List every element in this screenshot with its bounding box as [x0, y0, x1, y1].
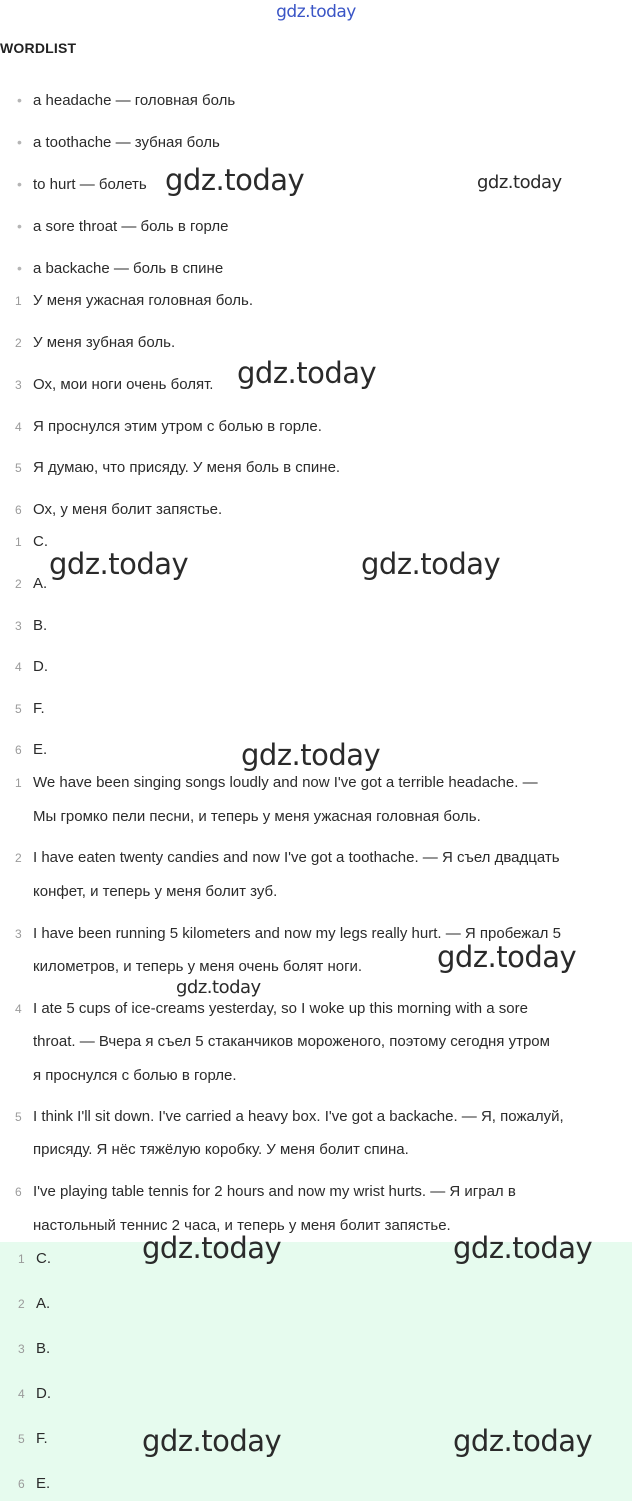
sentence-item: 6 I've playing table tennis for 2 hours and now my wrist hurts. — Я играл в — [15, 1183, 516, 1200]
watermark: gdz.today — [176, 977, 261, 998]
sentence-line: конфет, и теперь у меня болит зуб. — [33, 883, 278, 900]
wordlist-item: • a sore throat — боль в горле — [17, 218, 229, 235]
sentence-line: километров, и теперь у меня очень болят ноги. — [33, 958, 363, 975]
sentence-item: 3 I have been running 5 kilometers and now my legs really hurt. — Я пробежал 5 — [15, 925, 561, 942]
watermark: gdz.today — [477, 172, 562, 193]
answer-block-highlight — [0, 1242, 632, 1501]
answer-item: 4 D. — [15, 658, 48, 675]
watermark: gdz.today — [165, 163, 305, 197]
answer-item: 3 B. — [18, 1340, 51, 1357]
answer-item: 6 E. — [15, 741, 48, 758]
top-watermark: gdz.today — [276, 2, 356, 22]
answer-item: 1 C. — [15, 533, 48, 550]
list-item: 5 Я думаю, что присяду. У меня боль в спине. — [15, 459, 341, 476]
sentence-line: Мы громко пели песни, и теперь у меня ужасная головная боль. — [33, 808, 481, 825]
list-item: 2 У меня зубная боль. — [15, 334, 176, 351]
answer-item: 1 C. — [18, 1250, 51, 1267]
watermark: gdz.today — [237, 356, 377, 390]
sentence-line: настольный теннис 2 часа, и теперь у меня болит запястье. — [33, 1217, 451, 1234]
watermark: gdz.today — [361, 547, 501, 581]
bullet-icon: • — [17, 218, 22, 234]
wordlist-item: • a headache — головная боль — [17, 92, 236, 109]
list-item: 4 Я проснулся этим утром с болью в горле. — [15, 418, 322, 435]
watermark: gdz.today — [142, 1424, 282, 1458]
list-item: 1 У меня ужасная головная боль. — [15, 292, 254, 309]
answer-item: 6 E. — [18, 1475, 51, 1492]
answer-item: 5 F. — [15, 700, 45, 717]
wordlist-item: • a backache — боль в спине — [17, 260, 224, 277]
watermark: gdz.today — [241, 738, 381, 772]
sentence-item: 4 I ate 5 cups of ice-creams yesterday, so I woke up this morning with a sore — [15, 1000, 528, 1017]
list-item: 6 Ох, у меня болит запястье. — [15, 501, 223, 518]
bullet-icon: • — [17, 92, 22, 108]
watermark: gdz.today — [453, 1231, 593, 1265]
answer-item: 4 D. — [18, 1385, 51, 1402]
answer-item: 5 F. — [18, 1430, 48, 1447]
wordlist-item: • a toothache — зубная боль — [17, 134, 220, 151]
answer-item: 2 A. — [18, 1295, 51, 1312]
watermark: gdz.today — [453, 1424, 593, 1458]
list-item: 3 Ох, мои ноги очень болят. — [15, 376, 214, 393]
watermark: gdz.today — [49, 547, 189, 581]
answer-item: 2 A. — [15, 575, 48, 592]
sentence-item: 5 I think I'll sit down. I've carried a heavy box. I've got a backache. — Я, пожалуй, — [15, 1108, 564, 1125]
bullet-icon: • — [17, 260, 22, 276]
bullet-icon: • — [17, 134, 22, 150]
sentence-line: присяду. Я нёс тяжёлую коробку. У меня болит спина. — [33, 1141, 409, 1158]
wordlist-heading: WORDLIST — [0, 40, 77, 56]
sentence-line: throat. — Вчера я съел 5 стаканчиков мороженого, поэтому сегодня утром — [33, 1033, 550, 1050]
watermark: gdz.today — [142, 1231, 282, 1265]
watermark: gdz.today — [437, 940, 577, 974]
sentence-line: я проснулся с болью в горле. — [33, 1067, 237, 1084]
answer-item: 3 B. — [15, 617, 48, 634]
sentence-item: 1 We have been singing songs loudly and now I've got a terrible headache. — — [15, 774, 538, 791]
wordlist-item: • to hurt — болеть — [17, 176, 147, 193]
sentence-item: 2 I have eaten twenty candies and now I've got a toothache. — Я съел двадцать — [15, 849, 560, 866]
bullet-icon: • — [17, 176, 22, 192]
